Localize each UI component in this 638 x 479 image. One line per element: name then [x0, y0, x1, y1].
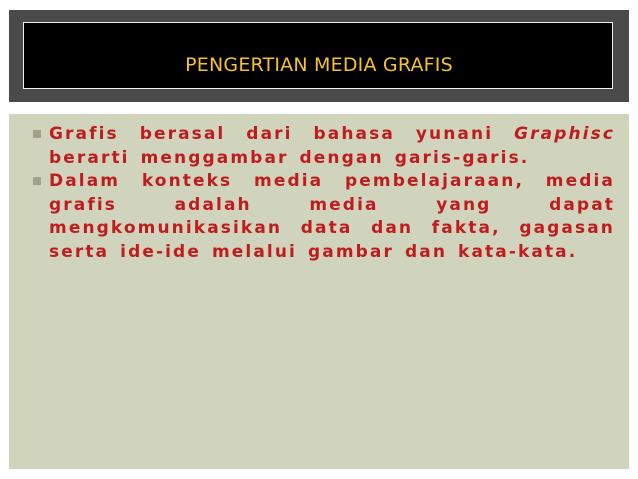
bullet-item-1-italic-word: Graphisc: [514, 124, 615, 144]
bullet-item-1-line-3: garis-garis.: [394, 147, 530, 168]
bullet-list: [33, 123, 615, 264]
bullet-item-1-line-2: berarti menggambar dengan: [49, 147, 384, 168]
slide-title: PENGERTIAN MEDIA GRAFIS: [185, 54, 453, 76]
square-bullet-icon: [33, 130, 41, 138]
bullet-item-2: [33, 170, 615, 264]
square-bullet-icon: [33, 177, 41, 185]
bullet-item-2-text: Dalam konteks media pembelajaraan, media grafis adalah media yang dapat mengkomunikasikan data dan fakta, gagasan serta ide-ide melalui gambar dan kata-kata.: [49, 171, 615, 262]
slide-title-bar: [9, 10, 629, 102]
slide-content-area: [9, 114, 629, 469]
bullet-item-1: [33, 123, 615, 170]
bullet-item-1-line-1: Grafis berasal dari bahasa yunani: [49, 124, 494, 144]
bullet-item-1-text: [49, 123, 615, 170]
